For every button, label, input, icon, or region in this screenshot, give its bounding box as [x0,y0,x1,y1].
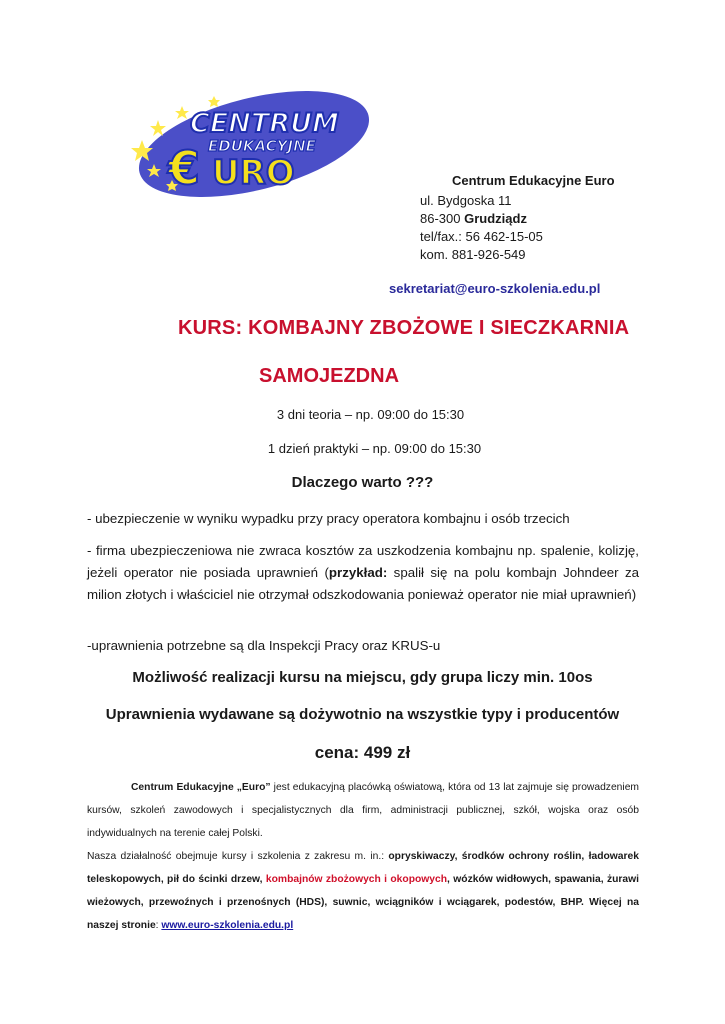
logo-euro-symbol: € [168,141,201,195]
website-link[interactable]: www.euro-szkolenia.edu.pl [161,920,294,931]
possibility-text: Możliwość realizacji kursu na miejscu, gdy grupa liczy min. 10os [132,669,593,686]
about-scope-list-2: , wózków widłowych, spawania, żurawi wieżowych, przewoźnych i przenośnych (HDS), suwnic, wciągników i wciągarek, podestów, BHP. Więcej na naszej stronie [87,874,639,931]
point-insurance-company [87,540,639,606]
logo-centrum-text: CENTRUM [190,108,339,139]
point-2-text-b: spalił się na polu kombajn Johndeer za milion złotych i właściciel nie otrzymał odszkodowania ponieważ operator nie miał uprawnień) [87,565,639,602]
point-permissions: -uprawnienia potrzebne są dla Inspekcji Pracy oraz KRUS-u [87,638,441,653]
schedule-theory: 3 dni teoria – np. 09:00 do 15:30 [276,407,465,422]
about-colon: : [155,920,162,931]
address-phone: tel/fax.: 56 462-15-05 [420,229,543,244]
schedule-practice: 1 dzień praktyki – np. 09:00 do 15:30 [267,441,482,456]
point-insurance: - ubezpieczenie w wyniku wypadku przy pracy operatora kombajnu i osób trzecich [87,511,570,526]
address-postal: 86-300 [420,211,461,226]
about-scope-list-1: opryskiwaczy, środków ochrony roślin, ładowarek teleskopowych, pił do ścinki drzew, [87,851,639,885]
address-city [420,210,527,228]
course-title-main: KOMBAJNY ZBOŻOWE I SIECZKARNIA [248,317,630,339]
about-scope-combines: kombajnów zbożowych i okopowych [265,874,448,885]
about-description: jest edukacyjną placówką oświatową, która od 13 lat zajmuje się prowadzeniem kursów, szkoleń zawodowych i specjalistycznych dla firm, administracji publicznej, szkół, wojska oraz osób indywidualnych na terenie całej Polski. [87,782,640,839]
about-scope-intro: Nasza działalność obejmuje kursy i szkolenia z zakresu m. in.: [87,851,389,862]
price-text: cena: 499 zł [314,743,411,762]
address-name: Centrum Edukacyjne Euro [452,173,615,188]
course-title-prefix: KURS: [178,317,243,339]
about-company-name: Centrum Edukacyjne „Euro” [131,782,271,793]
point-2-example-label: przykład: [328,565,388,580]
logo-uro-text: URO [212,153,295,193]
address-mobile: kom. 881-926-549 [420,247,526,262]
lifetime-text: Uprawnienia wydawane są dożywotnio na wszystkie typy i producentów [105,706,620,723]
centrum-edukacyjne-euro-logo [122,80,372,200]
point-2-text-a: - firma ubezpieczeniowa nie zwraca kosztów za uszkodzenia kombajnu np. spalenie, kolizję, jeżeli operator nie posiada uprawnień ( [87,543,639,580]
about-paragraph [87,776,639,937]
course-title-second-line: SAMOJEZDNA [259,365,400,387]
email-link[interactable]: sekretariat@euro-szkolenia.edu.pl [389,281,601,296]
logo-edukacyjne-text: EDUKACYJNE [208,137,316,155]
course-title [178,317,629,340]
address-street: ul. Bydgoska 11 [420,193,512,208]
address-city-name: Grudziądz [464,211,527,226]
why-heading: Dlaczego warto ??? [291,474,434,491]
